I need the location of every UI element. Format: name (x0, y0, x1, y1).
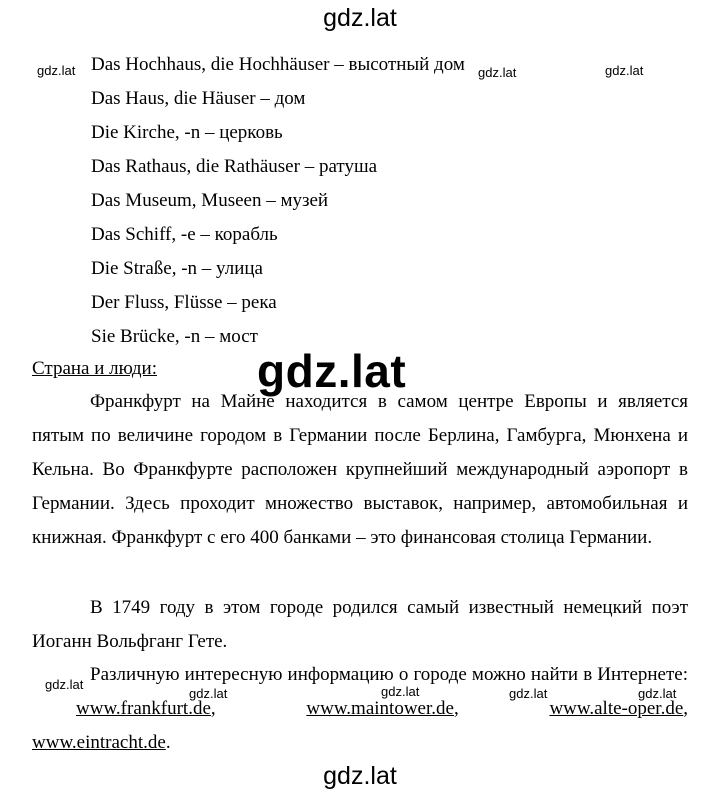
vocab-line: Sie Brücke, -n – мост (91, 326, 258, 347)
link-separator: , (210, 698, 216, 719)
paragraph: Франкфурт на Майне находится в самом центре Европы и является пятым по величине городом в Германии после Берлина, Гамбурга, Мюнхена и Кельна. Во Франкфурте расположен крупнейший международный аэропорт в Германии. Здесь проходит множество выставок, например, автомобильная и книжная. Франкфурт с его 400 банками – это финансовая столица Германии. (32, 391, 688, 548)
link-alte-oper[interactable]: www.alte-oper.de (549, 698, 684, 719)
watermark-small: gdz.lat (478, 65, 517, 80)
paragraph-links (32, 658, 688, 760)
paragraph: В 1749 году в этом городе родился самый известный немецкий поэт Иоганн Вольфганг Гете. (32, 597, 688, 652)
link-eintracht[interactable]: www.eintracht.de (32, 732, 166, 753)
watermark-small: gdz.lat (189, 686, 228, 701)
watermark-small: gdz.lat (509, 686, 548, 701)
link-frankfurt[interactable]: www.frankfurt.de (76, 698, 211, 719)
vocab-list (91, 85, 377, 357)
watermark-small: gdz.lat (638, 686, 677, 701)
link-separator: , (683, 698, 689, 719)
vocab-line: Das Rathaus, die Rathäuser – ратуша (91, 156, 378, 177)
watermark-top: gdz.lat (323, 4, 397, 32)
link-separator: , (453, 698, 459, 719)
watermark-small: gdz.lat (37, 63, 76, 78)
section-title: Страна и люди: (32, 358, 157, 379)
paragraph-text: Различную интересную информацию о городе можно найти в Интернете: (90, 664, 688, 685)
vocab-line: Die Kirche, -n – церковь (91, 122, 283, 143)
link-maintower[interactable]: www.maintower.de (306, 698, 454, 719)
vocab-line: Das Museum, Museen – музей (91, 190, 329, 211)
paragraph-end: . (165, 732, 171, 753)
watermark-small: gdz.lat (45, 677, 84, 692)
watermark-center: gdz.lat (257, 345, 407, 397)
watermark-small: gdz.lat (605, 63, 644, 78)
watermark-small: gdz.lat (381, 684, 420, 699)
vocab-line: Das Schiff, -e – корабль (91, 224, 278, 245)
watermark-bottom: gdz.lat (323, 762, 397, 790)
vocab-line: Das Haus, die Häuser – дом (91, 88, 306, 109)
vocab-line: Das Hochhaus, die Hochhäuser – высотный дом (91, 54, 465, 75)
vocab-line: Der Fluss, Flüsse – река (91, 292, 277, 313)
vocab-line: Die Straße, -n – улица (91, 258, 263, 279)
